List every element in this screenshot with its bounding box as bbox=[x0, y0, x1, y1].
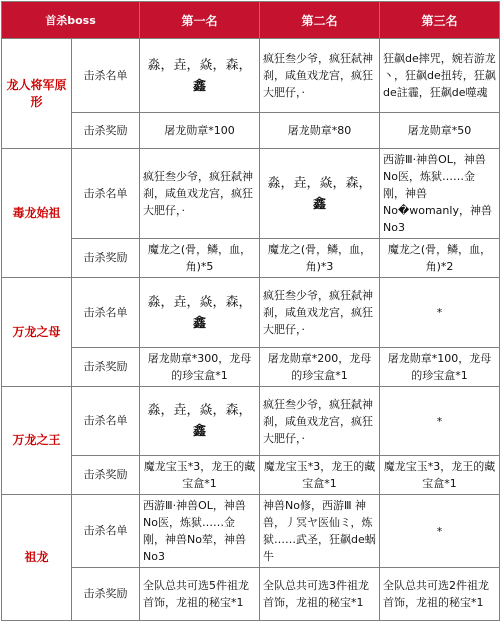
table-row bbox=[2, 456, 500, 495]
boss-name: 龙人将军原形 bbox=[2, 39, 72, 149]
table-row bbox=[2, 39, 500, 113]
third-place-kill-list: * bbox=[380, 387, 500, 456]
third-place-kill-list: 狂飙de摔咒，婉若游龙丶，狂飙de扭转，狂飙de註霾，狂飙de噬魂 bbox=[380, 39, 500, 113]
second-place-kill-list: 神兽No修，西游Ⅲ 神兽，丿冥ヤ医仙ミ，炼狱……武圣，狂飙de蜗牛 bbox=[260, 495, 380, 568]
header-third-place: 第三名 bbox=[380, 2, 500, 39]
third-place-reward: 屠龙勋章*50 bbox=[380, 113, 500, 149]
second-place-reward: 屠龙勋章*200，龙母的珍宝盒*1 bbox=[260, 348, 380, 387]
kill-list-label: 击杀名单 bbox=[72, 278, 140, 348]
header-first-place: 第一名 bbox=[140, 2, 260, 39]
boss-name: 毒龙始祖 bbox=[2, 149, 72, 278]
boss-name: 祖龙 bbox=[2, 495, 72, 621]
table-row bbox=[2, 239, 500, 278]
first-place-reward: 屠龙勋章*300，龙母的珍宝盒*1 bbox=[140, 348, 260, 387]
second-place-kill-list: 淼，垚，焱，森， 鑫 bbox=[260, 149, 380, 239]
second-place-reward: 全队总共可选3件祖龙首饰，龙祖的秘宝*1 bbox=[260, 568, 380, 621]
first-place-kill-list: 淼，垚，焱，森， 鑫 bbox=[140, 387, 260, 456]
kill-rewards-label: 击杀奖励 bbox=[72, 348, 140, 387]
first-place-kill-list: 淼，垚，焱，森， 鑫 bbox=[140, 39, 260, 113]
first-place-kill-list: 西游Ⅲ·神兽OL，神兽No医，炼狱……金刚，神兽No荤，神兽No3 bbox=[140, 495, 260, 568]
first-place-kill-list: 疯狂叁少爷，疯狂弑神刹，咸鱼戏龙宫，疯狂大肥仔，· bbox=[140, 149, 260, 239]
third-place-reward: 魔龙宝玉*3，龙王的藏宝盒*1 bbox=[380, 456, 500, 495]
second-place-reward: 屠龙勋章*80 bbox=[260, 113, 380, 149]
kill-rewards-label: 击杀奖励 bbox=[72, 568, 140, 621]
table-row bbox=[2, 348, 500, 387]
table-row bbox=[2, 387, 500, 456]
kill-list-label: 击杀名单 bbox=[72, 149, 140, 239]
first-place-reward: 屠龙勋章*100 bbox=[140, 113, 260, 149]
table-row bbox=[2, 149, 500, 239]
boss-name: 万龙之王 bbox=[2, 387, 72, 495]
kill-list-label: 击杀名单 bbox=[72, 39, 140, 113]
table-row bbox=[2, 113, 500, 149]
second-place-kill-list: 疯狂叁少爷，疯狂弑神刹，咸鱼戏龙宫，疯狂大肥仔，· bbox=[260, 387, 380, 456]
first-kill-ranking-table bbox=[1, 1, 500, 621]
first-place-reward: 魔龙宝玉*3，龙王的藏宝盒*1 bbox=[140, 456, 260, 495]
kill-list-label: 击杀名单 bbox=[72, 387, 140, 456]
kill-rewards-label: 击杀奖励 bbox=[72, 113, 140, 149]
table-row bbox=[2, 568, 500, 621]
second-place-kill-list: 疯狂叁少爷，疯狂弑神刹，咸鱼戏龙宫，疯狂大肥仔，· bbox=[260, 278, 380, 348]
kill-list-label: 击杀名单 bbox=[72, 495, 140, 568]
first-place-kill-list: 淼，垚，焱，森， 鑫 bbox=[140, 278, 260, 348]
header-boss: 首杀boss bbox=[2, 2, 140, 39]
first-place-reward: 全队总共可选5件祖龙首饰，龙祖的秘宝*1 bbox=[140, 568, 260, 621]
third-place-reward: 屠龙勋章*100，龙母的珍宝盒*1 bbox=[380, 348, 500, 387]
table-row bbox=[2, 278, 500, 348]
third-place-kill-list: * bbox=[380, 278, 500, 348]
third-place-reward: 全队总共可选2件祖龙首饰，龙祖的秘宝*1 bbox=[380, 568, 500, 621]
table-row bbox=[2, 495, 500, 568]
header-row bbox=[2, 2, 500, 39]
kill-rewards-label: 击杀奖励 bbox=[72, 239, 140, 278]
second-place-kill-list: 疯狂叁少爷，疯狂弑神刹，咸鱼戏龙宫，疯狂大肥仔，· bbox=[260, 39, 380, 113]
third-place-kill-list: * bbox=[380, 495, 500, 568]
third-place-reward: 魔龙之(骨，鳞，血，角)*2 bbox=[380, 239, 500, 278]
third-place-kill-list: 西游Ⅲ·神兽OL，神兽No医，炼狱……金刚，神兽No�womanly，神兽No3 bbox=[380, 149, 500, 239]
header-second-place: 第二名 bbox=[260, 2, 380, 39]
kill-rewards-label: 击杀奖励 bbox=[72, 456, 140, 495]
first-place-reward: 魔龙之(骨，鳞，血，角)*5 bbox=[140, 239, 260, 278]
boss-name: 万龙之母 bbox=[2, 278, 72, 387]
second-place-reward: 魔龙宝玉*3，龙王的藏宝盒*1 bbox=[260, 456, 380, 495]
second-place-reward: 魔龙之(骨，鳞，血，角)*3 bbox=[260, 239, 380, 278]
